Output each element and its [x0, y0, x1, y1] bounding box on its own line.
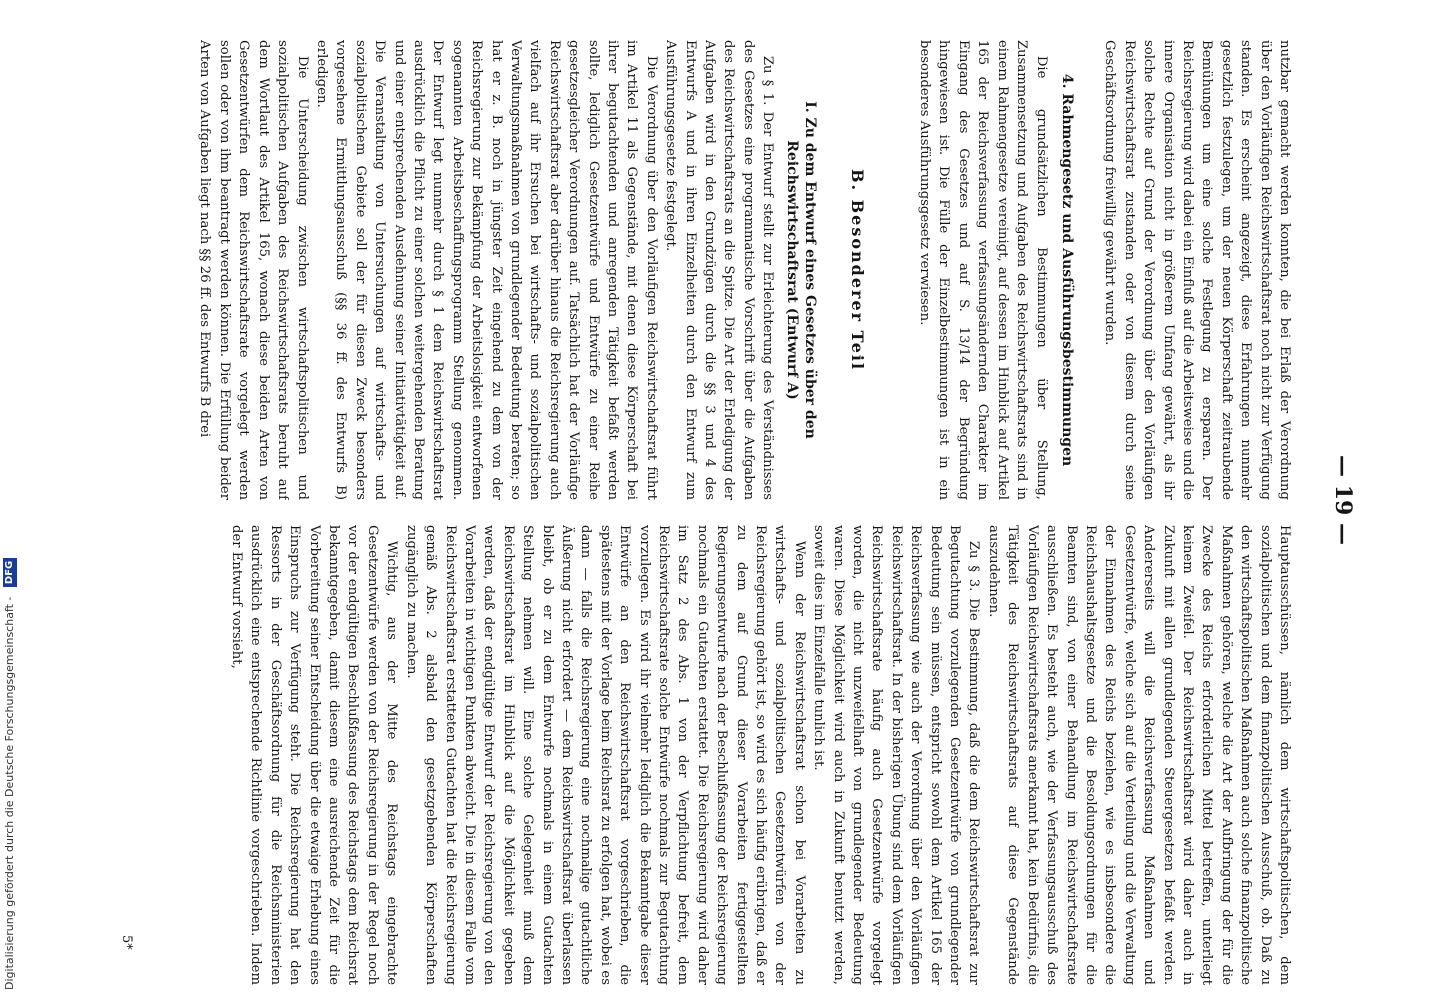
paragraph: Die Verordnung über den Vorläufigen Reichswirtschaftsrat führt im Artikel 11 als Gegenstände, mit denen diese Körperschaft bei ihrer begutachtenden und anregenden Tätigkeit befaßt werden sollte, lediglich Gesetzentwürfe und Entwürfe zu einer Reihe gesetzesgleicher Verordnungen auf. Tatsächlich hat der Vorläufige Reichswirtschaftsrat aber darüber hinaus die Reichsregierung auch vielfach auf ihr Ersuchen bei wirtschafts- und sozialpolitischen Verwaltungsmaßnahmen von grundlegender Bedeutung beraten; so hat er z. B. noch in jüngster Zeit eingehend zu dem von der Reichsregierung zur Bekämpfung der Arbeitslosigkeit entworfenen sogenannten Arbeitsbeschaffungsprogramm Stellung genommen. Der Entwurf legt nunmehr durch § 1 dem Reichswirtschaftsrat ausdrücklich die Pflicht zu einer solchen weitergehenden Beratung und einer entsprechenden Ausdehnung seiner Initiativtätigkeit auf. Die Veranstaltung von Untersuchungen auf wirtschafts- und sozialpolitischem Gebiete soll der für diesen Zweck besonders vorgesehene Ermittlungsausschuß (§§ 36 ff. des Entwurfs B) erledigen. [313, 40, 659, 500]
paragraph: Zu § 3. Die Bestimmung, daß die dem Reichswirtschaftsrat zur Begutachtung vorzulegenden Gesetzentwürfe von grundlegender Bedeutung sein müssen, entspricht sowohl dem Artikel 165 der Reichsverfassung wie auch der Verordnung über den Vorläufigen Reichswirtschaftsrat. In der bisherigen Übung sind dem Vorläufigen Reichswirtschaftsrate häufig auch Gesetzentwürfe vorgelegt worden, die nicht unzweifelhaft von grundlegender Bedeutung waren. Diese Möglichkeit wird auch in Zukunft benutzt werden, soweit dies im Einzelfalle tunlich ist. [811, 525, 982, 985]
paragraph: Hauptausschüssen, nämlich dem wirtschaftspolitischen, dem sozialpolitischen und dem finanzpolitischen Ausschuß, ob. Daß zu den wirtschaftspolitischen Maßnahmen auch solche finanzpolitische Maßnahmen gehören, welche die Art der Aufbringung der für die Zwecke des Reichs erforderlichen Mittel betreffen, unterliegt keinem Zweifel. Der Reichswirtschaftsrat wird daher auch in Zukunft mit allen grundlegenden Steuergesetzen befaßt werden. Andererseits will die Reichsverfassung Maßnahmen und Gesetzentwürfe, welche sich auf die Verteilung und die Verwaltung der Einnahmen des Reichs beziehen, wie es insbesondere die Reichshaushaltsgesetze und die Besoldungsordnungen für die Beamten sind, von einer Behandlung im Reichswirtschaftsrate ausschließen. Es besteht auch, wie der Verfassungsausschuß des Vorläufigen Reichswirtschaftsrats anerkannt hat, kein Bedürfnis, die Tätigkeit des Reichswirtschaftsrats auf diese Gegenstände auszudehnen. [985, 525, 1292, 985]
page-signature: 5* [119, 935, 134, 950]
dfg-logo: DFG [3, 558, 17, 587]
left-column [144, 40, 1294, 500]
digitization-credit-strip [0, 0, 20, 1000]
credit-label: Digitalisierung gefördert durch die Deutsche Forschungsgemeinschaft - [3, 596, 16, 990]
right-column [144, 525, 1294, 985]
subsection-heading: I. Zu dem Entwurf eines Gesetzes über den Reichswirtschaftsrat (Entwurf A) [784, 101, 819, 439]
paragraph: Die grundsätzlichen Bestimmungen über Stellung, Zusammensetzung und Aufgaben des Reichswirtschaftsrats sind in einem Rahmengesetze vereinigt, auf dessen im Hinblick auf Artikel 165 der Reichsverfassung verfassungsändernden Charakter im Eingang des Gesetzes und auf S. 13/14 der Begründung hingewiesen ist. Die Fülle der Einzelbestimmungen ist in ein besonderes Ausführungsgesetz verwiesen. [917, 40, 1049, 500]
paragraph: Wichtig, aus der Mitte des Reichstags eingebrachte Gesetzentwürfe werden von der Reichsregierung in der Regel noch vor der endgültigen Beschlußfassung des Reichstags dem Reichsrat bekanntgegeben, damit diesem eine ausreichende Zeit für die Vorbereitung seiner Entscheidung über die etwaige Erhebung eines Einspruchs zur Verfügung steht. Die Reichsregierung hat den Ressorts in der Geschäftsordnung für die Reichsministerien ausdrücklich eine entsprechende Richtlinie vorgeschrieben. Indem der Entwurf vorsieht, [229, 525, 400, 985]
section-heading-4: 4. Rahmengesetz und Ausführungsbestimmungen [1058, 73, 1075, 467]
paragraph: nutzbar gemacht werden konnten, die bei Erlaß der Verordnung über den Vorläufigen Reichswirtschaftsrat noch nicht zur Verfügung standen. Es erscheint angezeigt, diese Erfahrungen nunmehr gesetzlich festzulegen, um der neuen Körperschaft zeitraubende Bemühungen um eine solche Festlegung zu ersparen. Der Reichsregierung wird dabei ein Einfluß auf die Arbeitsweise und die innere Organisation nicht in größerem Umfang gewährt, als ihr solche Rechte auf Grund der Verordnung über den Vorläufigen Reichswirtschaftsrat zustanden oder von diesem durch seine Geschäftsordnung freiwillig gewährt wurden. [1102, 40, 1292, 500]
section-heading-b: B. Besonderer Teil [847, 168, 867, 372]
credit-text [0, 0, 20, 1000]
paragraph: Wenn der Reichswirtschaftsrat schon bei Vorarbeiten zu wirtschafts- und sozialpolitischen Gesetzentwürfen von der Reichsregierung gehört ist, so wird es sich häufig erübrigen, daß er zu dem auf Grund dieser Vorarbeiten fertiggestellten Regierungsentwurfe nach der Beschlußfassung der Reichsregierung nochmals ein Gutachten erstattet. Die Reichsregierung wird daher im Satz 2 des Abs. 1 von der Verpflichtung befreit, dem Reichswirtschaftsrate solche Entwürfe nochmals zur Begutachtung vorzulegen. Es wird ihr vielmehr lediglich die Bekanntgabe dieser Entwürfe an den Reichswirtschaftsrat vorgeschrieben, die spätestens mit der Vorlage beim Reichsrat zu erfolgen hat, wobei es dann — falls die Reichsregierung eine nochmalige gutachtliche Äußerung nicht erfordert — dem Reichswirtschaftsrat überlassen bleibt, ob er zu dem Entwurfe nochmals in einem Gutachten Stellung nehmen will. Eine solche Gelegenheit muß dem Reichswirtschaftsrat im Hinblick auf die Möglichkeit gegeben werden, daß der endgültige Entwurf der Reichsregierung von den Vorarbeiten in wichtigen Punkten abweicht. Die in diesem Falle vom Reichswirtschaftsrat erstatteten Gutachten hat die Reichsregierung gemäß Abs. 2 alsbald den gesetzgebenden Körperschaften zugänglich zu machen. [403, 525, 807, 985]
paragraph: Die Unterscheidung zwischen wirtschaftspolitischen und sozialpolitischen Aufgaben des Reichswirtschaftsrats beruht auf dem Wortlaut des Artikel 165, wonach diese beiden Arten von Gesetzentwürfen dem Reichswirtschaftsrate vorgelegt werden sollen oder von ihm beantragt werden können. Die Erfüllung beider Arten von Aufgaben liegt nach §§ 26 ff. des Entwurfs B drei [197, 40, 310, 500]
page-number: — 19 — [1330, 455, 1356, 545]
paragraph: Zu § 1. Der Entwurf stellt zur Erleichterung des Verständnisses des Gesetzes eine programmatische Vorschrift über die Aufgaben des Reichswirtschaftsrats an die Spitze. Die Art der Erledigung der Aufgaben wird in den Grundzügen durch die §§ 3 und 4 des Entwurfs A und in ihren Einzelheiten durch den Entwurf zum Ausführungsgesetze festgelegt. [663, 40, 776, 500]
